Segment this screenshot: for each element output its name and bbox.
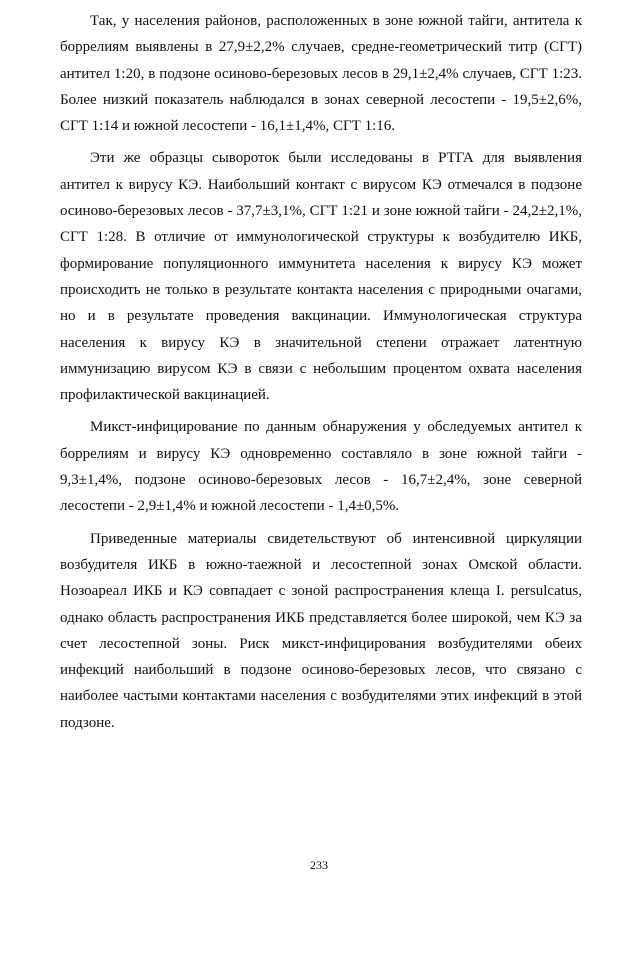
page-number: 233 — [310, 858, 328, 872]
paragraph-2: Эти же образцы сывороток были исследованы в РТГА для выявления антител к вирусу КЭ. Наибольший контакт с вирусом КЭ отмечался в подзоне осиново-березовых лесов - 37,7±3,1%, СГТ 1:21 и зоне южной тайги - 24,2±2,1%, СГТ 1:28. В отличие от иммунологической структуры к возбудителю ИКБ, формирование популяционного иммунитета населения к вирусу КЭ может происходить не только в результате контакта населения с природными очагами, но и в результате проведения вакцинации. Иммунологическая структура населения к вирусу КЭ в значительной степени отражает латентную иммунизацию вирусом КЭ в связи с небольшим процентом охвата населения профилактической вакцинацией. — [60, 150, 582, 404]
paragraph-1: Так, у населения районов, расположенных в зоне южной тайги, антитела к боррелиям выявлены в 27,9±2,2% случаев, средне-геометрический титр (СГТ) антител 1:20, в подзоне осиново-березовых лесов в 29,1±2,4% случаев, СГТ 1:23. Более низкий показатель наблюдался в зонах северной лесостепи - 19,5±2,6%, СГТ 1:14 и южной лесостепи - 16,1±1,4%, СГТ 1:16. — [60, 13, 582, 135]
paragraph-3: Микст-инфицирование по данным обнаружения у обследуемых антител к боррелиям и вирусу КЭ одновременно составляло в зоне южной тайги - 9,3±1,4%, подзоне осиново-березовых лесов - 16,7±2,4%, зоне северной лесостепи - 2,9±1,4% и южной лесостепи - 1,4±0,5%. — [60, 419, 582, 515]
body-text — [60, 8, 582, 742]
paragraph-4: Приведенные материалы свидетельствуют об интенсивной циркуляции возбудителя ИКБ в южно-таежной и лесостепной зонах Омской области. Нозоареал ИКБ и КЭ совпадает с зоной распространения клеща I. persulcatus, однако область распространения ИКБ представляется более широкой, чем КЭ за счет лесостепной зоны. Риск микст-инфицирования возбудителями обеих инфекций наибольший в подзоне осиново-березовых лесов, что связано с наиболее частыми контактами населения с возбудителями этих инфекций в этой подзоне. — [60, 530, 582, 731]
